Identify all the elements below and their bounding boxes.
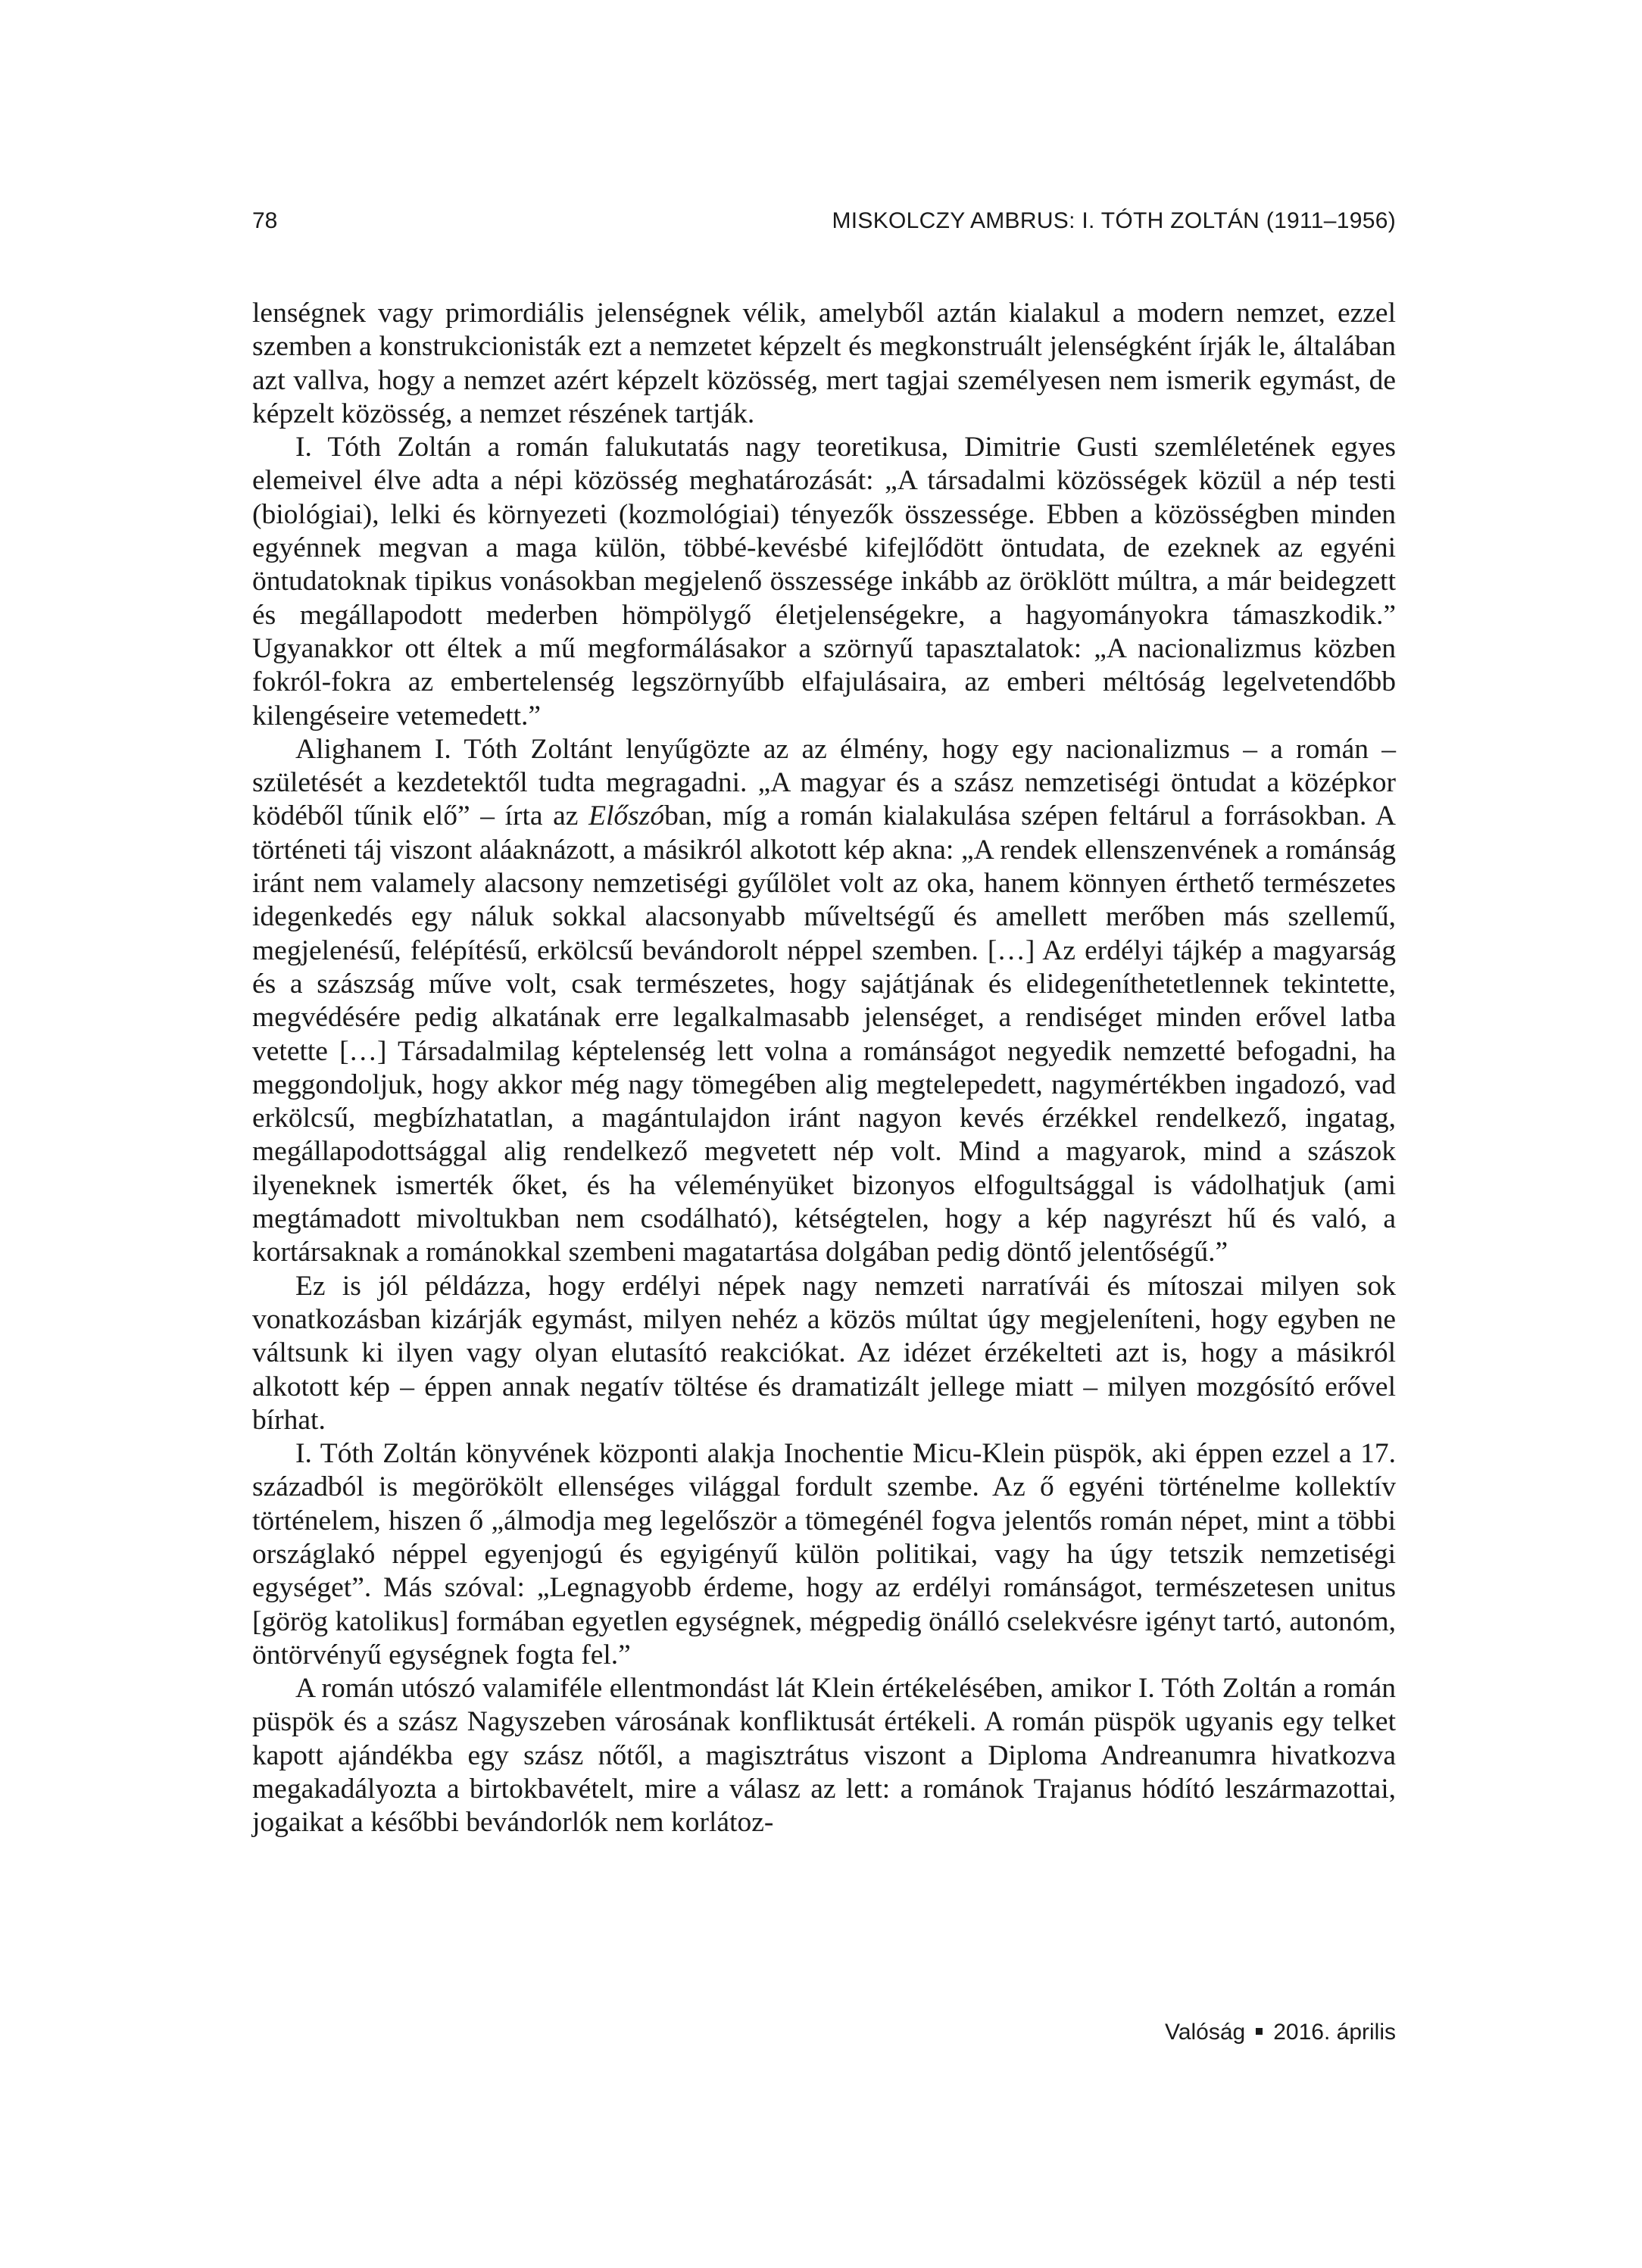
running-head: MISKOLCZY AMBRUS: I. TÓTH ZOLTÁN (1911–1956) — [832, 208, 1396, 233]
italic-title-eloszo: Előszó — [588, 800, 665, 832]
paragraph-3-text-before: Alighanem I. Tóth Zoltánt lenyűgözte az az élmény, hogy egy nacionalizmus – a román – születését a kezdetektől tudta megragadni. „A magyar és a szász nemzetiségi öntudat a középkor ködéből tűnik elő” – írta az — [252, 733, 1396, 832]
journal-name: Valóság — [1165, 2020, 1246, 2045]
square-separator-icon — [1256, 2028, 1263, 2035]
paragraph-3 — [252, 733, 1396, 1270]
paragraph-3-text-after: ban, míg a román kialakulása szépen feltárul a forrásokban. A történeti táj viszont aláaknázott, a másikról alkotott kép akna: „A rendek ellenszenvének a románság iránt nem valamely alacsony nemzetiségi gyűlölet volt az oka, hanem könnyen érthető természetes idegenkedés egy náluk sokkal alacsonyabb műveltségű és amellett merőben más szellemű, megjelenésű, felépítésű, erkölcsű bevándorolt néppel szemben. […] Az erdélyi tájkép a magyarság és a szászság műve volt, csak természetes, hogy sajátjának és elidegeníthetetlennek tekintette, megvédésére pedig alkatának erre legalkalmasabb jelenséget, a rendiséget minden erővel latba vetette […] Társadalmilag képtelenség lett volna a románságot negyedik nemzetté befogadni, ha meggondoljuk, hogy akkor még nagy tömegében alig megtelepedett, nagymértékben ingadozó, vad erkölcsű, megbízhatatlan, a magántulajdon iránt nagyon kevés érzékkel rendelkező, ingatag, megállapodottsággal alig rendelkező megvetett nép volt. Mind a magyarok, mind a szászok ilyeneknek ismerték őket, és ha véleményüket bizonyos elfogultsággal is vádolhatjuk (ami megtámadott mivoltukban nem csodálható), kétségtelen, hogy a kép nagyrészt hű és való, a kortársaknak a románokkal szembeni magatartása dolgában pedig döntő jelentőségű.” — [252, 800, 1397, 1268]
article-body — [252, 297, 1396, 1840]
paragraph-6: A román utószó valamiféle ellentmondást lát Klein értékelésében, amikor I. Tóth Zoltán a román püspök és a szász Nagyszeben városának konfliktusát értékeli. A román püspök ugyanis egy telket kapott ajándékba egy szász nőtől, a magisztrátus viszont a Diploma Andreanumra hivatkozva megakadályozta a birtokbavételt, mire a válasz az lett: a románok Trajanus hódító leszármazottai, jogaikat a későbbi bevándorlók nem korlátoz- — [252, 1673, 1396, 1839]
paragraph-2: I. Tóth Zoltán a román falukutatás nagy teoretikusa, Dimitrie Gusti szemléletének egyes elemeivel élve adta a népi közösség meghatározását: „A társadalmi közösségek közül a nép testi (biológiai), lelki és környezeti (kozmológiai) tényezők összessége. Ebben a közösségben minden egyénnek megvan a maga külön, többé-kevésbé kifejlődött öntudata, de ezeknek az egyéni öntudatoknak tipikus vonásokban megjelenő összessége inkább az öröklött múltra, a már beidegzett és megállapodott mederben hömpölygő életjelenségekre, a hagyományokra támaszkodik.” Ugyanakkor ott éltek a mű megformálásakor a szörnyű tapasztalatok: „A nacionalizmus közben fokról-fokra az embertelenség legszörnyűbb elfajulásaira, az emberi méltóság legelvetendőbb kilengéseire vetemedett.” — [252, 432, 1396, 732]
page-footer — [1165, 2016, 1396, 2049]
issue-date: 2016. április — [1273, 2020, 1396, 2045]
page-number: 78 — [252, 208, 278, 233]
page-header — [252, 204, 1396, 238]
paragraph-5: I. Tóth Zoltán könyvének központi alakja Inochentie Micu-Klein püspök, aki éppen ezzel a 17. századból is megörökölt ellenséges világgal fordult szembe. Az ő egyéni történelme kollektív történelem, hiszen ő „álmodja meg legelőször a tömegénél fogva jelentős román népet, mint a többi országlakó néppel egyenjogú és egyigényű külön politikai, vagy ha úgy tetszik nemzetiségi egységet”. Más szóval: „Legnagyobb érdeme, hogy az erdélyi románságot, természetesen unitus [görög katolikus] formában egyetlen egységnek, mégpedig önálló cselekvésre igényt tartó, autonóm, öntörvényű egységnek fogta fel.” — [252, 1438, 1396, 1671]
paragraph-4: Ez is jól példázza, hogy erdélyi népek nagy nemzeti narratívái és mítoszai milyen sok vonatkozásban kizárják egymást, milyen nehéz a közös múltat úgy megjeleníteni, hogy egyben ne váltsunk ki ilyen vagy olyan elutasító reakciókat. Az idézet érzékelteti azt is, hogy a másikról alkotott kép – éppen annak negatív töltése és dramatizált jellege miatt – milyen mozgósító erővel bírhat. — [252, 1270, 1396, 1436]
paragraph-1: lenségnek vagy primordiális jelenségnek vélik, amelyből aztán kialakul a modern nemzet, ezzel szemben a konstrukcionisták ezt a nemzetet képzelt és megkonstruált jelenségként írják le, általában azt vallva, hogy a nemzet azért képzelt közösség, mert tagjai személyesen nem ismerik egymást, de képzelt közösség, a nemzet részének tartják. — [252, 298, 1396, 429]
